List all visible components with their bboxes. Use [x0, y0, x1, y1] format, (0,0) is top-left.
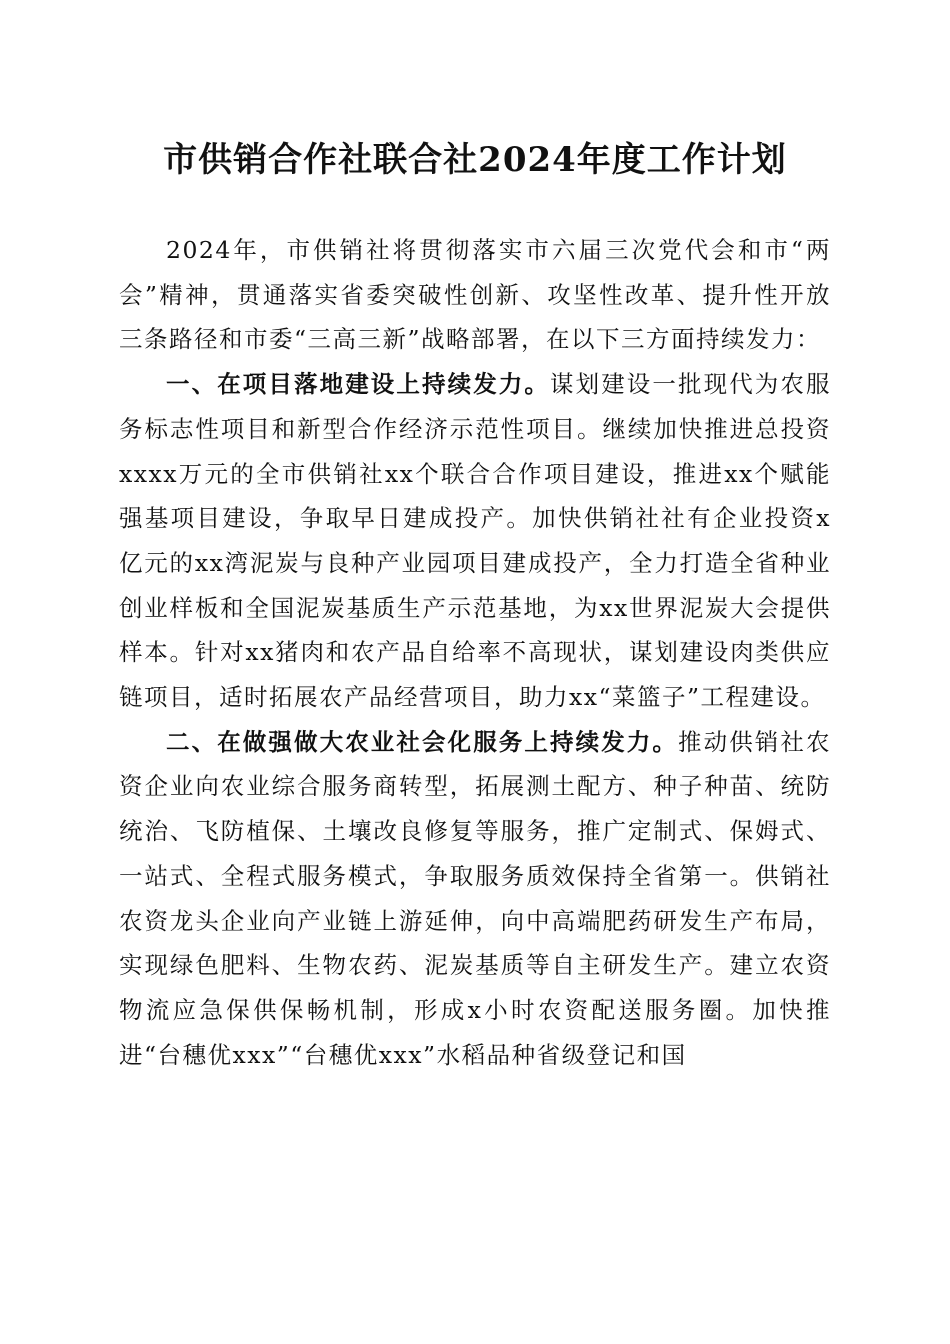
paragraph-section-1 [119, 362, 831, 720]
section-1-heading: 一、在项目落地建设上持续发力。 [166, 370, 550, 399]
document-body [119, 228, 831, 1077]
section-2-text: 推动供销社农资企业向农业综合服务商转型，拓展测土配方、种子种苗、统防统治、飞防植保、土壤改良修复等服务，推广定制式、保姆式、一站式、全程式服务模式，争取服务质效保持全省第一。供销社农资龙头企业向产业链上游延伸，向中高端肥药研发生产布局，实现绿色肥料、生物农药、泥炭基质等自主研发生产。建立农资物流应急保供保畅机制，形成x小时农资配送服务圈。加快推进“台穗优xxx”“台穗优xxx”水稻品种省级登记和国 [119, 727, 831, 1069]
paragraph-intro-text: 2024年，市供销社将贯彻落实市六届三次党代会和市“两会”精神，贯通落实省委突破性创新、攻坚性改革、提升性开放三条路径和市委“三高三新”战略部署，在以下三方面持续发力： [119, 236, 831, 354]
document-title: 市供销合作社联合社2024年度工作计划 [163, 140, 787, 180]
section-2-heading: 二、在做强做大农业社会化服务上持续发力。 [166, 727, 678, 756]
paragraph-intro [119, 228, 831, 362]
section-1-text: 谋划建设一批现代为农服务标志性项目和新型合作经济示范性项目。继续加快推进总投资xxxx万元的全市供销社xx个联合合作项目建设，推进xx个赋能强基项目建设，争取早日建成投产。加快供销社社有企业投资x亿元的xx湾泥炭与良种产业园项目建成投产，全力打造全省种业创业样板和全国泥炭基质生产示范基地，为xx世界泥炭大会提供样本。针对xx猪肉和农产品自给率不高现状，谋划建设肉类供应链项目，适时拓展农产品经营项目，助力xx“菜篮子”工程建设。 [119, 370, 831, 712]
paragraph-section-2 [119, 720, 831, 1078]
